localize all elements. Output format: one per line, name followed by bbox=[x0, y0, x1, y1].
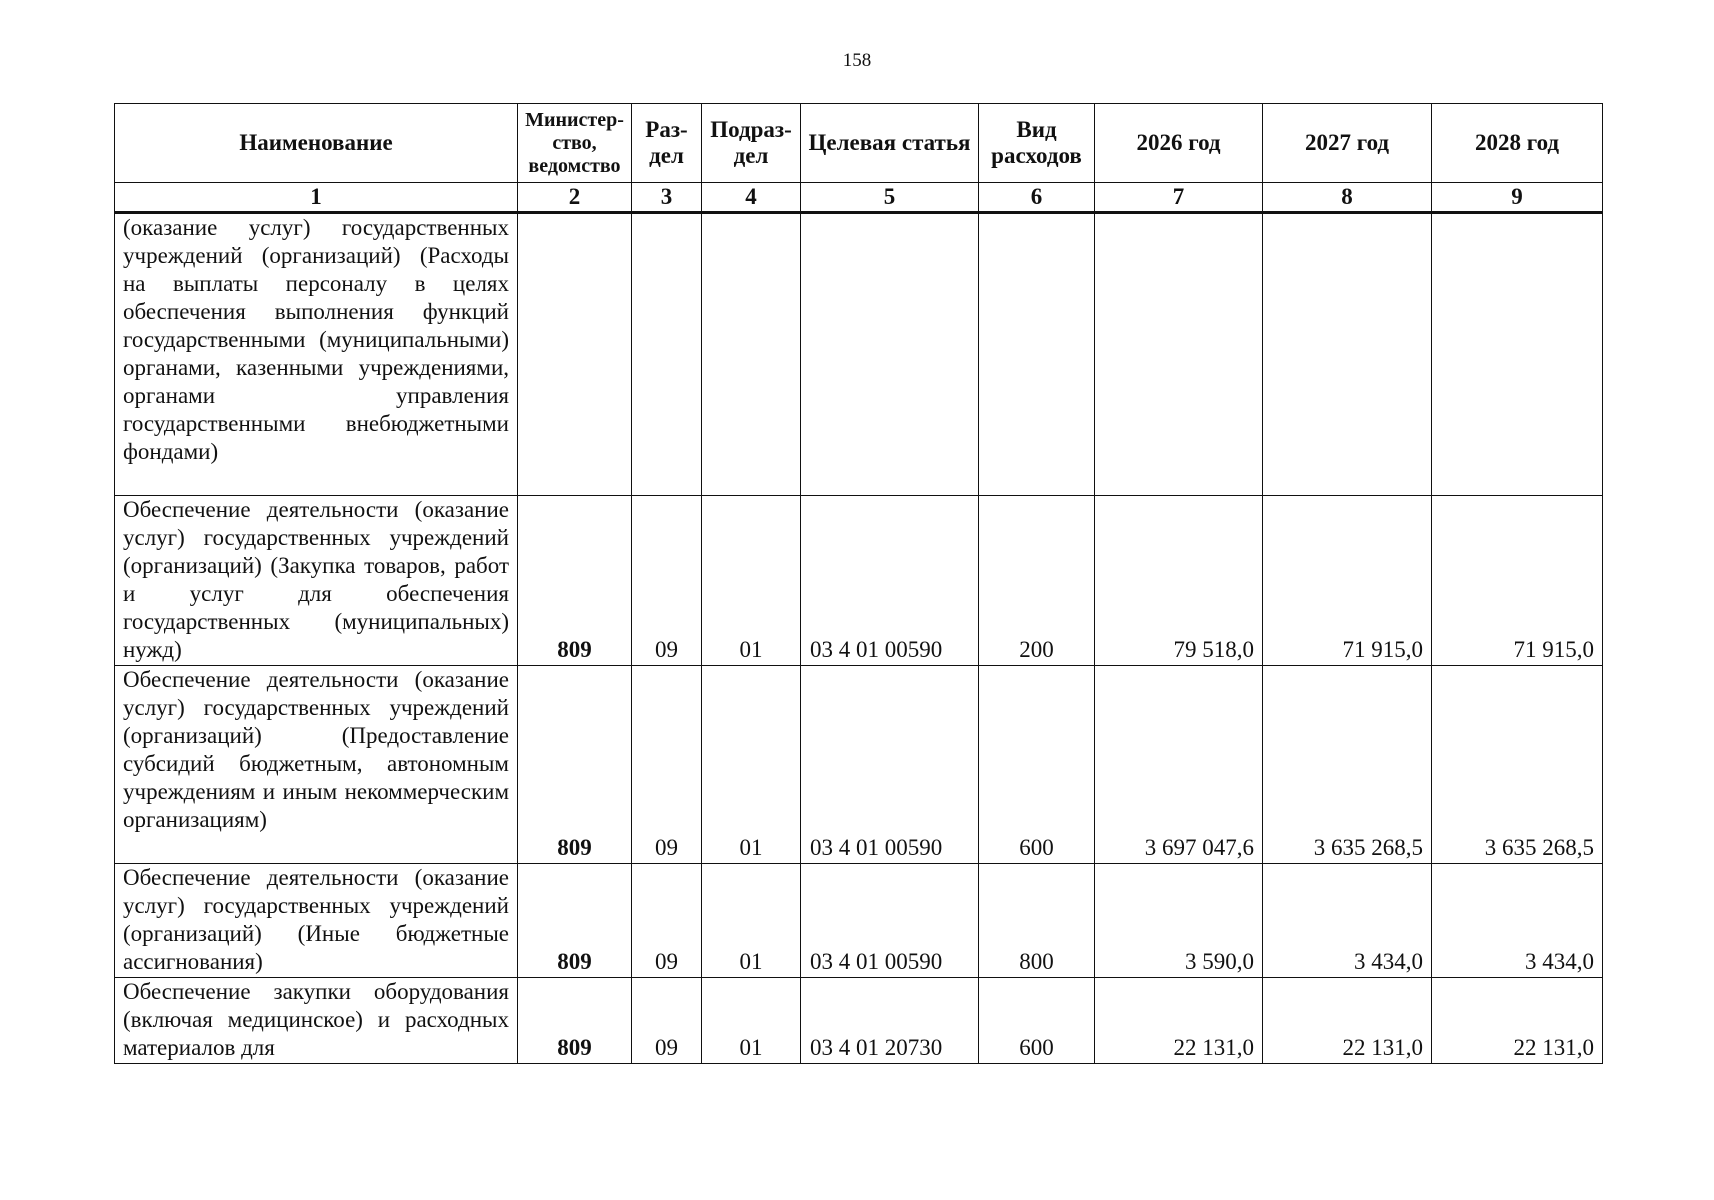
row-subsection: 01 bbox=[702, 666, 801, 864]
row-2026: 79 518,0 bbox=[1095, 496, 1263, 666]
row-2028: 3 434,0 bbox=[1432, 864, 1603, 978]
row-expense-type: 600 bbox=[979, 666, 1095, 864]
header-section: Раз-дел bbox=[632, 104, 702, 183]
row-2028 bbox=[1432, 213, 1603, 496]
row-2028: 71 915,0 bbox=[1432, 496, 1603, 666]
row-name: Обеспечение деятельности (оказание услуг) государственных учреждений (организаций) (Закупка товаров, работ и услуг для обеспечения государственных (муниципальных) нужд) bbox=[115, 496, 518, 666]
row-section bbox=[632, 213, 702, 496]
row-name: Обеспечение деятельности (оказание услуг) государственных учреждений (организаций) (Иные бюджетные ассигнования) bbox=[115, 864, 518, 978]
row-ministry: 809 bbox=[518, 978, 632, 1064]
row-subsection: 01 bbox=[702, 496, 801, 666]
header-name: Наименование bbox=[115, 104, 518, 183]
header-expense-type: Вид расходов bbox=[979, 104, 1095, 183]
row-section: 09 bbox=[632, 978, 702, 1064]
row-2028: 3 635 268,5 bbox=[1432, 666, 1603, 864]
table-row bbox=[115, 666, 1603, 864]
row-target: 03 4 01 20730 bbox=[801, 978, 979, 1064]
row-expense-type bbox=[979, 213, 1095, 496]
row-2026: 22 131,0 bbox=[1095, 978, 1263, 1064]
row-subsection: 01 bbox=[702, 978, 801, 1064]
row-2027: 3 635 268,5 bbox=[1263, 666, 1432, 864]
table-row bbox=[115, 864, 1603, 978]
row-section: 09 bbox=[632, 496, 702, 666]
row-2026: 3 697 047,6 bbox=[1095, 666, 1263, 864]
header-2026: 2026 год bbox=[1095, 104, 1263, 183]
header-2028: 2028 год bbox=[1432, 104, 1603, 183]
row-section: 09 bbox=[632, 666, 702, 864]
column-number: 5 bbox=[801, 183, 979, 213]
row-name: Обеспечение деятельности (оказание услуг) государственных учреждений (организаций) (Предоставление субсидий бюджетным, автономным учреждениям и иным некоммерческим организациям) bbox=[115, 666, 518, 864]
header-ministry: Министер-ство, ведомство bbox=[518, 104, 632, 183]
row-expense-type: 200 bbox=[979, 496, 1095, 666]
row-ministry: 809 bbox=[518, 666, 632, 864]
row-subsection bbox=[702, 213, 801, 496]
table-header-row bbox=[115, 104, 1603, 183]
page-number: 158 bbox=[842, 50, 872, 71]
row-expense-type: 800 bbox=[979, 864, 1095, 978]
row-2027: 3 434,0 bbox=[1263, 864, 1432, 978]
column-number: 1 bbox=[115, 183, 518, 213]
row-2026: 3 590,0 bbox=[1095, 864, 1263, 978]
table-row bbox=[115, 496, 1603, 666]
header-subsection: Подраз-дел bbox=[702, 104, 801, 183]
column-number: 6 bbox=[979, 183, 1095, 213]
column-number: 2 bbox=[518, 183, 632, 213]
row-target: 03 4 01 00590 bbox=[801, 666, 979, 864]
row-ministry: 809 bbox=[518, 496, 632, 666]
row-section: 09 bbox=[632, 864, 702, 978]
row-2027: 22 131,0 bbox=[1263, 978, 1432, 1064]
column-number: 3 bbox=[632, 183, 702, 213]
row-target bbox=[801, 213, 979, 496]
row-ministry bbox=[518, 213, 632, 496]
table-row bbox=[115, 213, 1603, 496]
header-2027: 2027 год bbox=[1263, 104, 1432, 183]
row-target: 03 4 01 00590 bbox=[801, 496, 979, 666]
column-number: 9 bbox=[1432, 183, 1603, 213]
budget-table bbox=[114, 103, 1603, 1064]
row-2027: 71 915,0 bbox=[1263, 496, 1432, 666]
row-ministry: 809 bbox=[518, 864, 632, 978]
column-number: 8 bbox=[1263, 183, 1432, 213]
row-target: 03 4 01 00590 bbox=[801, 864, 979, 978]
row-name: Обеспечение закупки оборудования (включая медицинское) и расходных материалов для bbox=[115, 978, 518, 1064]
row-expense-type: 600 bbox=[979, 978, 1095, 1064]
row-name: (оказание услуг) государственных учреждений (организаций) (Расходы на выплаты персоналу в целях обеспечения выполнения функций государственными (муниципальными) органами, казенными учреждениями, органами управления государственными внебюджетными фондами) bbox=[115, 213, 518, 496]
column-number: 7 bbox=[1095, 183, 1263, 213]
header-target: Целевая статья bbox=[801, 104, 979, 183]
row-2027 bbox=[1263, 213, 1432, 496]
row-subsection: 01 bbox=[702, 864, 801, 978]
column-number-row bbox=[115, 183, 1603, 213]
row-2026 bbox=[1095, 213, 1263, 496]
column-number: 4 bbox=[702, 183, 801, 213]
table-row bbox=[115, 978, 1603, 1064]
row-2028: 22 131,0 bbox=[1432, 978, 1603, 1064]
